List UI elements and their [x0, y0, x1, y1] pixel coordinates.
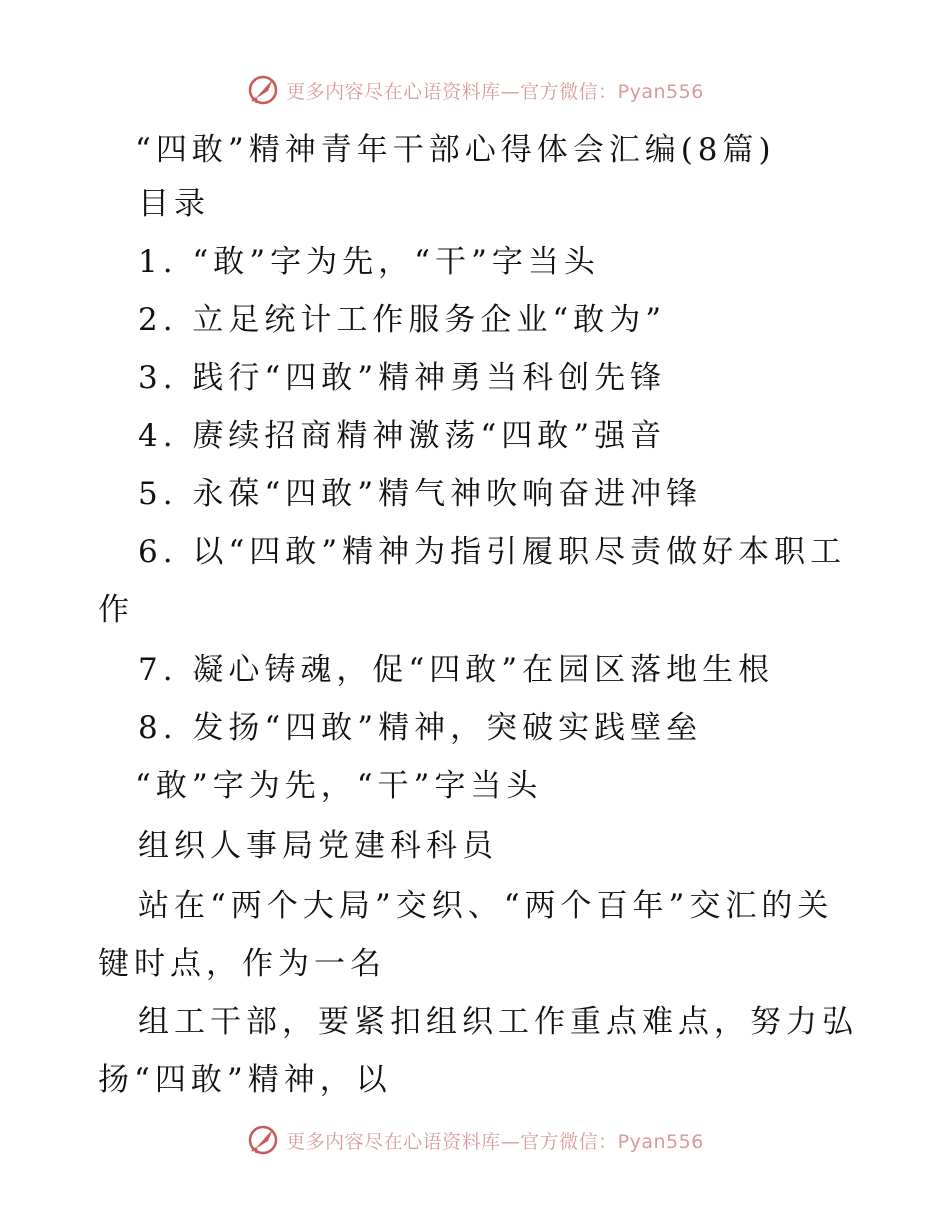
banner-text: 更多内容尽在心语资料库—官方微信：Pyan556 [286, 80, 704, 103]
paragraph-line: 组工干部，要紧扣组织工作重点难点，努力弘 [138, 1004, 858, 1040]
toc-item-5: 5. 永葆“四敢”精气神吹响奋进冲锋 [138, 476, 703, 512]
toc-item-2: 2. 立足统计工作服务企业“敢为” [138, 302, 667, 338]
header-banner [0, 70, 950, 110]
toc-item-8: 8. 发扬“四敢”精神，突破实践壁垒 [138, 710, 703, 746]
toc-item-3: 3. 践行“四敢”精神勇当科创先锋 [138, 360, 667, 396]
paragraph-line: 站在“两个大局”交织、“两个百年”交汇的关 [138, 888, 834, 924]
author-affiliation: 组织人事局党建科科员 [138, 828, 498, 864]
paragraph-line: 扬“四敢”精神，以 [98, 1062, 392, 1098]
quill-logo-icon [246, 73, 280, 107]
toc-item-6-continued: 作 [98, 592, 134, 628]
document-title: “四敢”精神青年干部心得体会汇编(8篇) [135, 132, 776, 168]
section-title: “敢”字为先，“干”字当头 [135, 768, 543, 804]
toc-item-4: 4. 赓续招商精神激荡“四敢”强音 [138, 418, 667, 454]
quill-logo-icon [246, 1123, 280, 1157]
footer-banner [0, 1120, 950, 1160]
toc-item-1: 1. “敢”字为先，“干”字当头 [138, 244, 600, 280]
paragraph-line: 键时点，作为一名 [98, 946, 386, 982]
toc-item-6: 6. 以“四敢”精神为指引履职尽责做好本职工 [138, 534, 847, 570]
banner-text: 更多内容尽在心语资料库—官方微信：Pyan556 [286, 1130, 704, 1153]
toc-item-7: 7. 凝心铸魂，促“四敢”在园区落地生根 [138, 652, 775, 688]
toc-heading: 目录 [138, 186, 210, 222]
